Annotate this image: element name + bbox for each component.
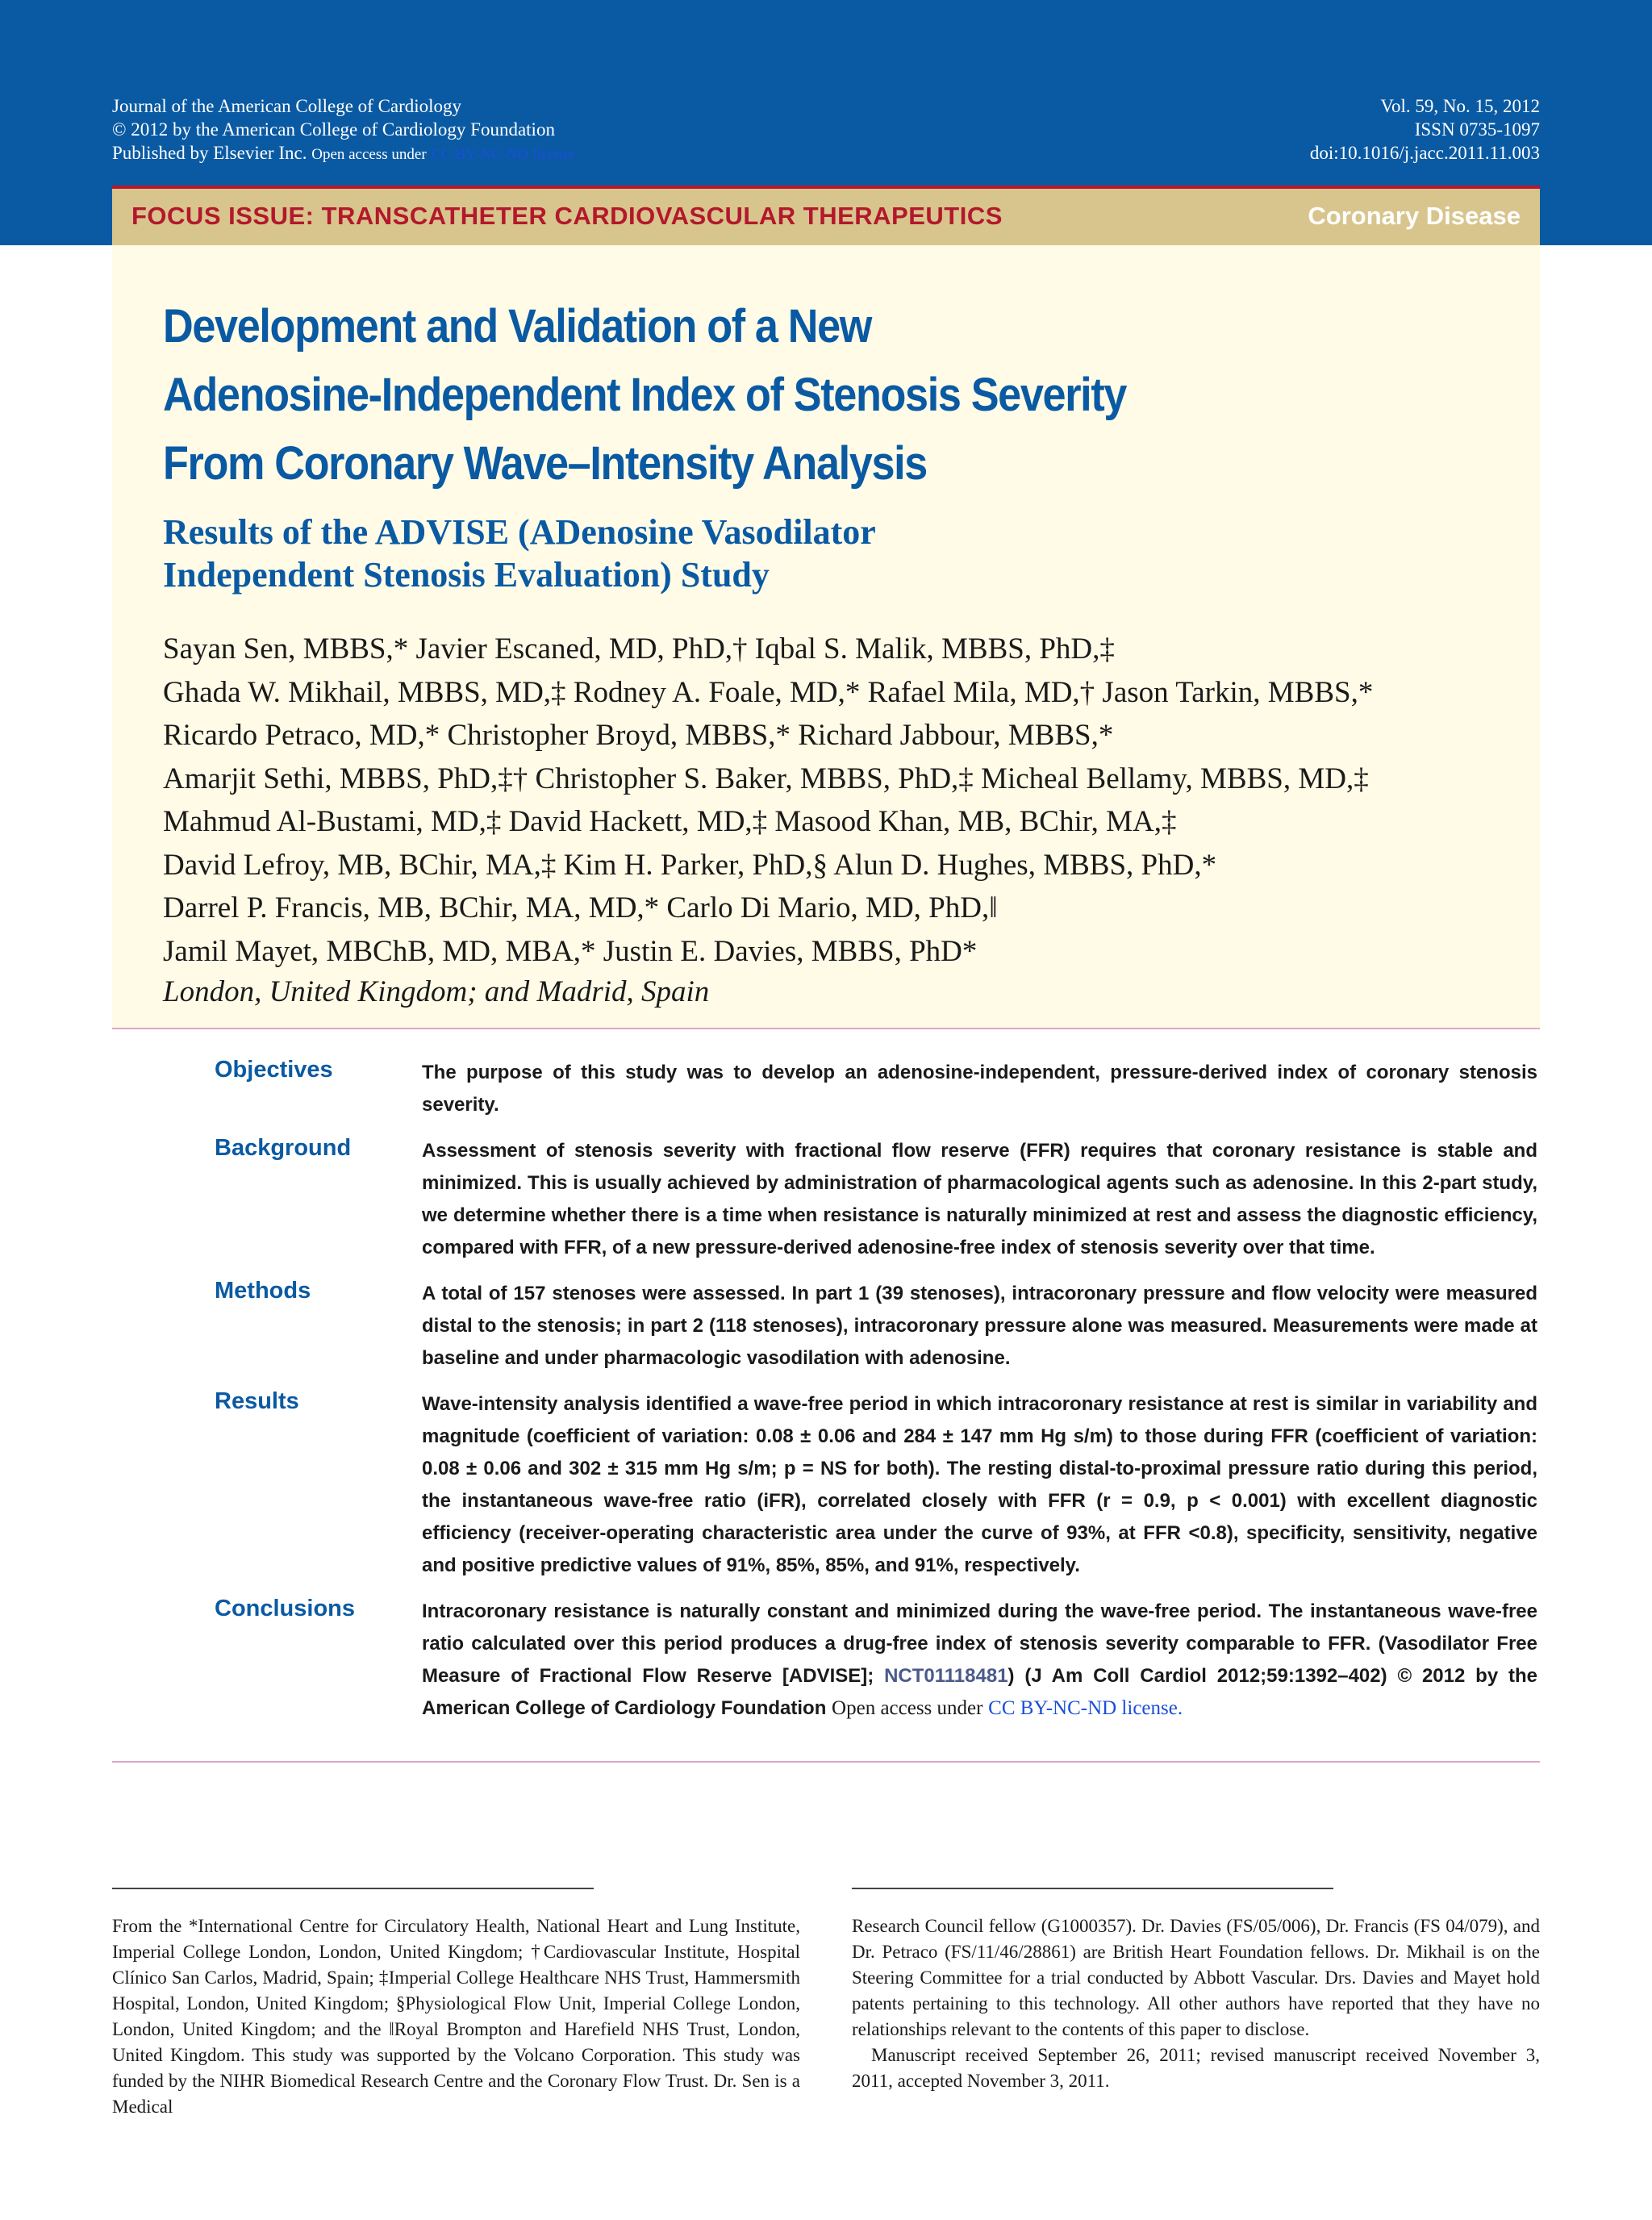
open-access-text: Open access under — [832, 1697, 983, 1719]
license-link[interactable]: CC BY-NC-ND license. — [431, 146, 579, 163]
abstract-objectives — [215, 1057, 1537, 1121]
author-location: London, United Kingdom; and Madrid, Spain — [163, 975, 710, 1008]
focus-issue-bar — [112, 189, 1540, 245]
author-line: Ricardo Petraco, MD,* Christopher Broyd, MBBS,* Richard Jabbour, MBBS,* — [163, 719, 1114, 752]
footnote-rule-left — [112, 1888, 594, 1889]
author-line: David Lefroy, MB, BChir, MA,‡ Kim H. Parker, PhD,§ Alun D. Hughes, MBBS, PhD,* — [163, 848, 1217, 882]
author-list — [163, 628, 1534, 973]
journal-info — [112, 94, 579, 166]
abstract-text — [422, 1596, 1537, 1725]
abstract — [215, 1057, 1537, 1725]
abstract-text: Wave-intensity analysis identified a wave-free period in which intracoronary resistance at rest is similar in variability and magnitude (coefficient of variation: 0.08 ± 0.06 and 284 ± 147 mm Hg s/m) to those during FFR (coefficient of variation: 0.08 ± 0.06 and 302 ± 315 mm Hg s/m; p = NS for both). The resting distal-to-proximal pressure ratio during this period, the instantaneous wave-free ratio (iFR), correlated closely with FFR (r = 0.9, p < 0.001) with excellent diagnostic efficiency (receiver-operating characteristic area under the curve of 93%, at FFR <0.8), specificity, sensitivity, negative and positive predictive values of 91%, 85%, 85%, and 91%, respectively. — [422, 1393, 1537, 1576]
subtitle-line: Independent Stenosis Evaluation) Study — [163, 555, 770, 595]
footnote-text: From the *International Centre for Circulatory Health, National Heart and Lung Institute, Imperial College London, London, United Kingdom; †Cardiovascular Institute, Hospital Clínico San Carlos, Madrid, Spain; ‡Imperial College Healthcare NHS Trust, Hammersmith Hospital, London, United Kingdom; §Physiological Flow Unit, Imperial College London, London, United Kingdom; and the ‖Royal Brompton and Harefield NHS Trust, London, United Kingdom. This study was supported by the Volcano Corporation. This study was funded by the NIHR Biomedical Research Centre and the Coronary Flow Trust. Dr. Sen is a Medical — [112, 1916, 800, 2117]
abstract-methods — [215, 1278, 1537, 1375]
abstract-label: Objectives — [215, 1057, 333, 1083]
author-line: Sayan Sen, MBBS,* Javier Escaned, MD, PhD,† Iqbal S. Malik, MBBS, PhD,‡ — [163, 632, 1115, 666]
abstract-conclusions — [215, 1596, 1537, 1725]
abstract-label: Conclusions — [215, 1596, 356, 1621]
article-title-line: Development and Validation of a New — [163, 300, 872, 353]
open-access-text: Open access under — [311, 146, 427, 163]
license-link[interactable]: CC BY-NC-ND license. — [988, 1697, 1183, 1719]
abstract-text: The purpose of this study was to develop an adenosine-independent, pressure-derived index of coronary stenosis severity. — [422, 1062, 1537, 1116]
abstract-bottom-rule — [112, 1761, 1540, 1763]
section-label: Coronary Disease — [1308, 202, 1521, 230]
article-title-line: Adenosine-Independent Index of Stenosis Severity — [163, 369, 1127, 421]
author-line: Mahmud Al-Bustami, MD,‡ David Hackett, MD,‡ Masood Khan, MB, BChir, MA,‡ — [163, 805, 1177, 838]
focus-issue-title: FOCUS ISSUE: TRANSCATHETER CARDIOVASCULAR THERAPEUTICS — [131, 202, 1003, 230]
citation-text: ) (J Am Coll Cardiol 2012;59:1392–402) © 2012 by the American College of Cardiology Foundation — [422, 1665, 1537, 1719]
abstract-top-rule — [112, 1028, 1540, 1029]
conclusions-text: Intracoronary resistance is naturally constant and minimized during the wave-free period. The instantaneous wave-free ratio calculated over this period produces a drug-free index of stenosis severity comparable to FFR. (Vasodilator Free Measure of Fractional Flow Reserve [ADVISE]; — [422, 1600, 1537, 1687]
abstract-label: Methods — [215, 1278, 311, 1304]
citation-info — [1310, 94, 1540, 165]
subtitle-line: Results of the ADVISE (ADenosine Vasodilator — [163, 512, 876, 552]
author-line: Amarjit Sethi, MBBS, PhD,‡† Christopher S. Baker, MBBS, PhD,‡ Micheal Bellamy, MBBS, MD,‡ — [163, 762, 1369, 795]
doi: doi:10.1016/j.jacc.2011.11.003 — [1309, 143, 1540, 163]
author-line: Jamil Mayet, MBChB, MD, MBA,* Justin E. Davies, MBBS, PhD* — [163, 934, 978, 968]
journal-name: Journal of the American College of Cardiology — [112, 96, 462, 116]
footnote-affiliations — [112, 1913, 800, 2120]
abstract-text: A total of 157 stenoses were assessed. In part 1 (39 stenoses), intracoronary pressure and flow velocity were measured distal to the stenosis; in part 2 (118 stenoses), intracoronary pressure alone was measured. Measurements were made at baseline and under pharmacologic vasodilation with adenosine. — [422, 1283, 1537, 1369]
article-subtitle — [163, 511, 1373, 596]
manuscript-dates: Manuscript received September 26, 2011; revised manuscript received November 3, 2011, accepted November 3, 2011. — [852, 2045, 1540, 2091]
publisher-text: Published by Elsevier Inc. — [112, 143, 307, 163]
abstract-text: Assessment of stenosis severity with fractional flow reserve (FFR) requires that coronary resistance is stable and minimized. This is usually achieved by administration of pharmacological agents such as adenosine. In this 2-part study, we determine whether there is a time when resistance is naturally minimized at rest and assess the diagnostic efficiency, compared with FFR, of a new pressure-derived adenosine-free index of stenosis severity over that time. — [422, 1140, 1537, 1258]
article-title — [163, 292, 1354, 498]
footnote-disclosures — [852, 1913, 1540, 2094]
footnote-rule-right — [852, 1888, 1333, 1889]
author-line: Ghada W. Mikhail, MBBS, MD,‡ Rodney A. Foale, MD,* Rafael Mila, MD,† Jason Tarkin, MBBS,* — [163, 675, 1374, 709]
author-line: Darrel P. Francis, MB, BChir, MA, MD,* Carlo Di Mario, MD, PhD,‖ — [163, 891, 998, 924]
article-title-line: From Coronary Wave–Intensity Analysis — [163, 437, 927, 490]
volume-issue: Vol. 59, No. 15, 2012 — [1380, 96, 1540, 116]
abstract-background — [215, 1135, 1537, 1264]
footnote-text: Research Council fellow (G1000357). Dr. Davies (FS/05/006), Dr. Francis (FS 04/079), and Dr. Petraco (FS/11/46/28861) are British Heart Foundation fellows. Dr. Mikhail is on the Steering Committee for a trial conducted by Abbott Vascular. Drs. Davies and Mayet hold patents pertaining to this technology. All other authors have reported that they have no relationships relevant to the contents of this paper to disclose. — [852, 1916, 1540, 2039]
issn: ISSN 0735-1097 — [1414, 119, 1540, 140]
abstract-label: Results — [215, 1388, 299, 1414]
copyright-line: © 2012 by the American College of Cardiology Foundation — [112, 119, 555, 140]
abstract-label: Background — [215, 1135, 352, 1161]
abstract-results — [215, 1388, 1537, 1582]
trial-registry-link[interactable]: NCT01118481 — [884, 1665, 1008, 1687]
publisher-line — [112, 141, 579, 166]
